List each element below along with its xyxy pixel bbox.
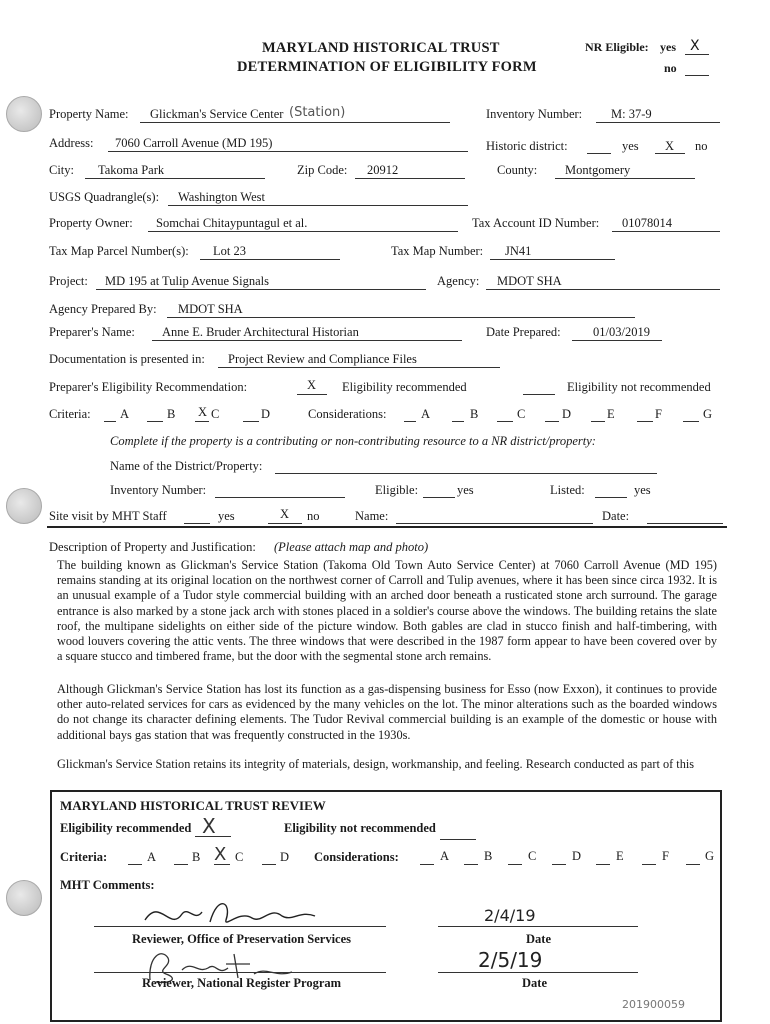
owner-label: Property Owner: (49, 216, 133, 230)
city-line (85, 178, 265, 179)
district-name-line[interactable] (275, 473, 657, 474)
section-divider (47, 526, 727, 528)
city-value[interactable]: Takoma Park (98, 163, 165, 177)
description-heading: Description of Property and Justification: (49, 540, 256, 554)
reviewer2-label: Reviewer, National Register Program (142, 976, 342, 990)
review-considerations-label: Considerations: (314, 850, 399, 864)
tax-account-line (612, 231, 720, 232)
criteria-c-blank[interactable] (195, 421, 209, 422)
review-criteria-b-blank[interactable] (174, 864, 188, 865)
criteria-a: A (120, 407, 130, 421)
review-not-recommended-label: Eligibility not recommended (284, 821, 436, 835)
site-no: no (307, 509, 320, 523)
punch-hole-middle (6, 488, 42, 524)
cons-c-blank[interactable] (497, 421, 513, 422)
description-heading-note: (Please attach map and photo) (274, 540, 429, 554)
review-cons-b: B (484, 849, 493, 863)
date-prepared-line (572, 340, 662, 341)
criteria-b-blank[interactable] (147, 421, 163, 422)
tax-account-value[interactable]: 01078014 (622, 216, 672, 230)
historic-yes-blank[interactable] (587, 153, 611, 154)
usgs-value[interactable]: Washington West (178, 190, 265, 204)
review-criteria-label: Criteria: (60, 850, 108, 864)
reviewer2-line[interactable] (94, 972, 386, 973)
review-cons-b-blank[interactable] (464, 864, 478, 865)
review-cons-d: D (572, 849, 582, 863)
inv-number-line[interactable] (215, 497, 345, 498)
preparer-value[interactable]: Anne E. Bruder Architectural Historian (162, 325, 359, 339)
review-criteria-a-blank[interactable] (128, 864, 142, 865)
agency-prepared-label: Agency Prepared By: (49, 302, 157, 316)
cons-e-blank[interactable] (591, 421, 605, 422)
cons-d-blank[interactable] (545, 421, 559, 422)
review-criteria-d-blank[interactable] (262, 864, 276, 865)
review-cons-a: A (440, 849, 450, 863)
nr-yes-label: yes (660, 40, 676, 54)
parcel-line (200, 259, 340, 260)
review-cons-c-blank[interactable] (508, 864, 522, 865)
eligible-yes: yes (457, 483, 474, 497)
agency-line (486, 289, 720, 290)
review-cons-e-blank[interactable] (596, 864, 610, 865)
preparer-label: Preparer's Name: (49, 325, 135, 339)
not-recommended-label: Eligibility not recommended (567, 380, 711, 394)
review-not-recommended-blank[interactable] (440, 839, 476, 840)
review-cons-f: F (662, 849, 669, 863)
city-label: City: (49, 163, 75, 177)
review-heading: MARYLAND HISTORICAL TRUST REVIEW (60, 798, 326, 813)
documentation-label: Documentation is presented in: (49, 352, 205, 366)
recommended-label: Eligibility recommended (342, 380, 467, 394)
tax-map-label: Tax Map Number: (391, 244, 484, 258)
cons-b: B (470, 407, 479, 421)
review-criteria-c-mark: X (214, 844, 227, 865)
listed-yes: yes (634, 483, 651, 497)
property-name-handwritten: (Station) (289, 105, 346, 120)
mht-comments-label: MHT Comments: (60, 878, 155, 892)
date-prepared-value[interactable]: 01/03/2019 (593, 325, 650, 339)
criteria-c: C (211, 407, 220, 421)
owner-line (148, 231, 458, 232)
description-paragraph-2: Although Glickman's Service Station has lost its function as a gas-dispensing business for Esso (now Exxon), it continues to provide other auto-related services for cars as evidenced by the many vehicles on the lot. The minor alterations such as the boarded windows do not change its character defining elements. The Tudor Revival commercial building is an example of the domestic or house with additional bays gas station that was frequently constructed in the 1930s. (57, 682, 717, 742)
tax-map-value[interactable]: JN41 (505, 244, 532, 258)
zip-value[interactable]: 20912 (367, 163, 399, 177)
punch-hole-top (6, 96, 42, 132)
reviewer1-label: Reviewer, Office of Preservation Services (132, 932, 352, 946)
agency-prepared-value[interactable]: MDOT SHA (178, 302, 243, 316)
project-value[interactable]: MD 195 at Tulip Avenue Signals (105, 274, 270, 288)
form-title-line1: MARYLAND HISTORICAL TRUST (262, 40, 500, 56)
cons-c: C (517, 407, 526, 421)
site-yes-blank[interactable] (184, 523, 210, 524)
property-name-line (140, 122, 450, 123)
historic-no-label: no (695, 139, 708, 153)
criteria-c-mark: X (198, 405, 208, 419)
historic-no-mark: X (665, 139, 675, 153)
nr-yes-blank[interactable] (685, 54, 709, 55)
review-recommended-label: Eligibility recommended (60, 821, 192, 835)
description-paragraph-1: The building known as Glickman's Service Station (Takoma Old Town Auto Service Center) at 7060 Carroll Avenue (MD 195) remains standing at its original location on the northwest corner of Carroll and Tulip avenues, where it has been since circa 1932. It is an unusual example of a Tudor style commercial building with an arched door beneath a rusticated stone arch surround. The garage entrance is also marked by a stone jack arch with stones placed in a soldier's course above the windows. The building retains the slate roof, the multipane sidelights on either side of the picture window. Both gables are clad in stucco finish and half-timbering, with wood louvers covering the attic vents. The three windows that were described in the 1987 form appear to have been covered over by a square stucco and timbered frame, but the door with the segmental stone arch remains. (57, 558, 717, 664)
county-label: County: (497, 163, 538, 177)
criteria-label: Criteria: (49, 407, 91, 421)
agency-label: Agency: (437, 274, 480, 288)
inv-number-label: Inventory Number: (110, 483, 207, 497)
property-name-value[interactable]: Glickman's Service Center (150, 107, 284, 121)
review-cons-g-blank[interactable] (686, 864, 700, 865)
usgs-underline (168, 205, 468, 206)
project-label: Project: (49, 274, 88, 288)
reviewer2-date-line (438, 972, 638, 973)
cons-g-blank[interactable] (683, 421, 699, 422)
cons-f: F (655, 407, 662, 421)
date-line[interactable] (647, 523, 723, 524)
considerations-label: Considerations: (308, 407, 387, 421)
name-label: Name: (355, 509, 389, 523)
not-recommended-blank[interactable] (523, 394, 555, 395)
address-line (108, 151, 468, 152)
eligible-label: Eligible: (375, 483, 419, 497)
historic-yes-label: yes (622, 139, 639, 153)
usgs-label: USGS Quadrangle(s): (49, 190, 160, 204)
review-criteria-a: A (147, 850, 157, 864)
cons-a-blank[interactable] (404, 421, 416, 422)
county-value[interactable]: Montgomery (565, 163, 631, 177)
cons-a: A (421, 407, 431, 421)
nr-no-blank[interactable] (685, 75, 709, 76)
agency-prepared-line (167, 317, 635, 318)
review-criteria-c: C (235, 850, 244, 864)
cons-f-blank[interactable] (637, 421, 653, 422)
date-label: Date: (602, 509, 630, 523)
criteria-a-blank[interactable] (104, 421, 116, 422)
cons-b-blank[interactable] (452, 421, 464, 422)
reviewer1-line[interactable] (94, 926, 386, 927)
reviewer2-date[interactable]: 2/5/19 (478, 948, 543, 972)
contributing-note: Complete if the property is a contributing or non-contributing resource to a NR district/property: (110, 434, 596, 448)
punch-hole-bottom (6, 880, 42, 916)
criteria-d: D (261, 407, 271, 421)
listed-label: Listed: (550, 483, 585, 497)
review-criteria-b: B (192, 850, 201, 864)
parcel-label: Tax Map Parcel Number(s): (49, 244, 189, 258)
reviewer1-date-line (438, 926, 638, 927)
preparer-line (152, 340, 462, 341)
name-line[interactable] (396, 523, 593, 524)
reviewer2-date-label: Date (522, 976, 547, 990)
inventory-number-value[interactable]: M: 37-9 (611, 107, 652, 121)
county-line (555, 178, 695, 179)
site-no-mark: X (280, 507, 290, 521)
mht-review-box (50, 790, 722, 1022)
review-cons-a-blank[interactable] (420, 864, 434, 865)
inventory-number-label: Inventory Number: (486, 107, 583, 121)
agency-value[interactable]: MDOT SHA (497, 274, 562, 288)
nr-eligible-label: NR Eligible: (585, 40, 649, 54)
project-line (96, 289, 426, 290)
review-criteria-d: D (280, 850, 290, 864)
inventory-number-line (596, 122, 720, 123)
review-cons-g: G (705, 849, 715, 863)
address-value[interactable]: 7060 Carroll Avenue (MD 195) (115, 136, 273, 150)
recommended-blank[interactable] (297, 394, 327, 395)
zip-label: Zip Code: (297, 163, 348, 177)
criteria-d-blank[interactable] (243, 421, 259, 422)
eligible-blank[interactable] (423, 497, 455, 498)
address-label: Address: (49, 136, 94, 150)
nr-no-label: no (664, 61, 677, 75)
nr-yes-mark: X (690, 38, 700, 54)
district-name-label: Name of the District/Property: (110, 459, 263, 473)
listed-blank[interactable] (595, 497, 627, 498)
reviewer1-date[interactable]: 2/4/19 (484, 906, 536, 925)
cons-g: G (703, 407, 713, 421)
tax-account-label: Tax Account ID Number: (472, 216, 600, 230)
review-cons-f-blank[interactable] (642, 864, 656, 865)
historic-district-label: Historic district: (486, 139, 568, 153)
tax-map-line (490, 259, 615, 260)
site-yes: yes (218, 509, 235, 523)
zip-line (355, 178, 465, 179)
review-cons-e: E (616, 849, 624, 863)
parcel-value[interactable]: Lot 23 (213, 244, 246, 258)
cons-d: D (562, 407, 572, 421)
site-no-blank[interactable] (268, 523, 302, 524)
documentation-line (218, 367, 500, 368)
description-paragraph-3: Glickman's Service Station retains its integrity of materials, design, workmanship, and feeling. Research conducted as part of this (57, 757, 695, 771)
form-title-line2: DETERMINATION OF ELIGIBILITY FORM (237, 59, 537, 75)
site-visit-label: Site visit by MHT Staff (49, 509, 167, 523)
stamp-number: 201900059 (622, 998, 685, 1011)
review-cons-c: C (528, 849, 537, 863)
owner-value[interactable]: Somchai Chitaypuntagul et al. (156, 216, 308, 230)
reviewer1-date-label: Date (526, 932, 551, 946)
cons-e: E (607, 407, 615, 421)
documentation-value[interactable]: Project Review and Compliance Files (228, 352, 417, 366)
review-recommended-mark: X (202, 814, 216, 838)
review-cons-d-blank[interactable] (552, 864, 566, 865)
criteria-b: B (167, 407, 176, 421)
property-name-label: Property Name: (49, 107, 129, 121)
recommendation-label: Preparer's Eligibility Recommendation: (49, 380, 248, 394)
recommended-mark: X (307, 378, 317, 392)
date-prepared-label: Date Prepared: (486, 325, 561, 339)
